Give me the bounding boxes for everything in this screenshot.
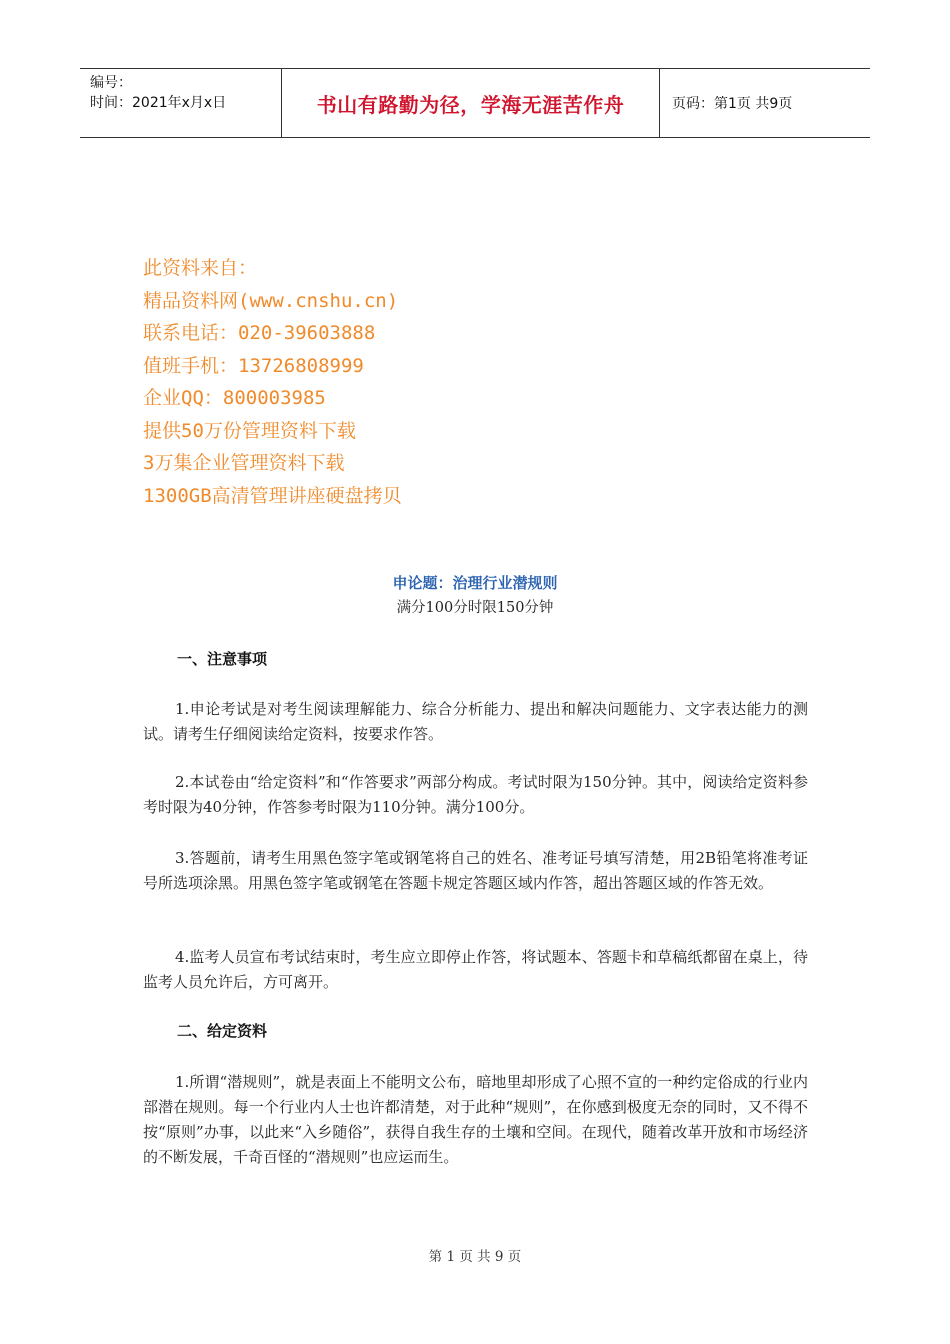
section-heading-materials: 二、给定资料	[177, 1022, 268, 1040]
promo-line: 此资料来自：	[143, 257, 258, 279]
promo-line: 联系电话：020-39603888	[143, 322, 376, 344]
paragraph: 3.答题前，请考生用黑色签字笔或钢笔将自己的姓名、准考证号填写清楚，用2B铅笔将准考证号所选项涂黑。用黑色签字笔或钢笔在答题卡规定答题区域内作答，超出答题区域的作答无效。	[143, 849, 808, 892]
promo-line: 企业QQ：800003985	[143, 387, 326, 409]
date-line: 时间：2021年x月x日	[90, 95, 227, 111]
promo-block	[143, 252, 402, 512]
promo-line: 值班手机：13726808999	[143, 354, 364, 377]
paragraph: 1.所谓“潜规则”，就是表面上不能明文公布，暗地里却形成了心照不宣的一种约定俗成的行业内部潜在规则。每一个行业内人士也许都清楚，对于此种“规则”，在你感到极度无奈的同时，又不得不按“原则”办事，以此来“入乡随俗”，获得自我生存的土壤和空间。在现代，随着改革开放和市场经济的不断发展，千奇百怪的“潜规则”也应运而生。	[143, 1073, 808, 1166]
promo-line: 1300GB高清管理讲座硬盘拷贝	[143, 484, 402, 507]
promo-line: 精品资料网(www.cnshu.cn)	[143, 289, 399, 312]
promo-line: 提供50万份管理资料下载	[143, 419, 356, 442]
section-heading-notes: 一、注意事项	[177, 650, 268, 668]
paragraph: 2.本试卷由“给定资料”和“作答要求”两部分构成。考试时限为150分钟。其中，阅读给定资料参考时限为40分钟，作答参考时限为110分钟。满分100分。	[143, 773, 808, 816]
paragraph: 4.监考人员宣布考试结束时，考生应立即停止作答，将试题本、答题卡和草稿纸都留在桌上，待监考人员允许后，方可离开。	[143, 948, 808, 991]
header-meta-cell	[80, 69, 282, 137]
paragraph: 1.申论考试是对考生阅读理解能力、综合分析能力、提出和解决问题能力、文字表达能力的测试。请考生仔细阅读给定资料，按要求作答。	[143, 700, 808, 743]
page-info: 页码：第1页 共9页	[672, 96, 793, 112]
header-table	[80, 68, 870, 138]
page-footer: 第 1 页 共 9 页	[428, 1249, 522, 1265]
number-label: 编号：	[90, 75, 132, 91]
doc-title: 申论题：治理行业潜规则	[392, 574, 558, 592]
promo-line: 3万集企业管理资料下载	[143, 452, 345, 474]
motto: 书山有路勤为径，学海无涯苦作舟	[282, 69, 660, 137]
doc-subtitle: 满分100分时限150分钟	[396, 600, 554, 616]
